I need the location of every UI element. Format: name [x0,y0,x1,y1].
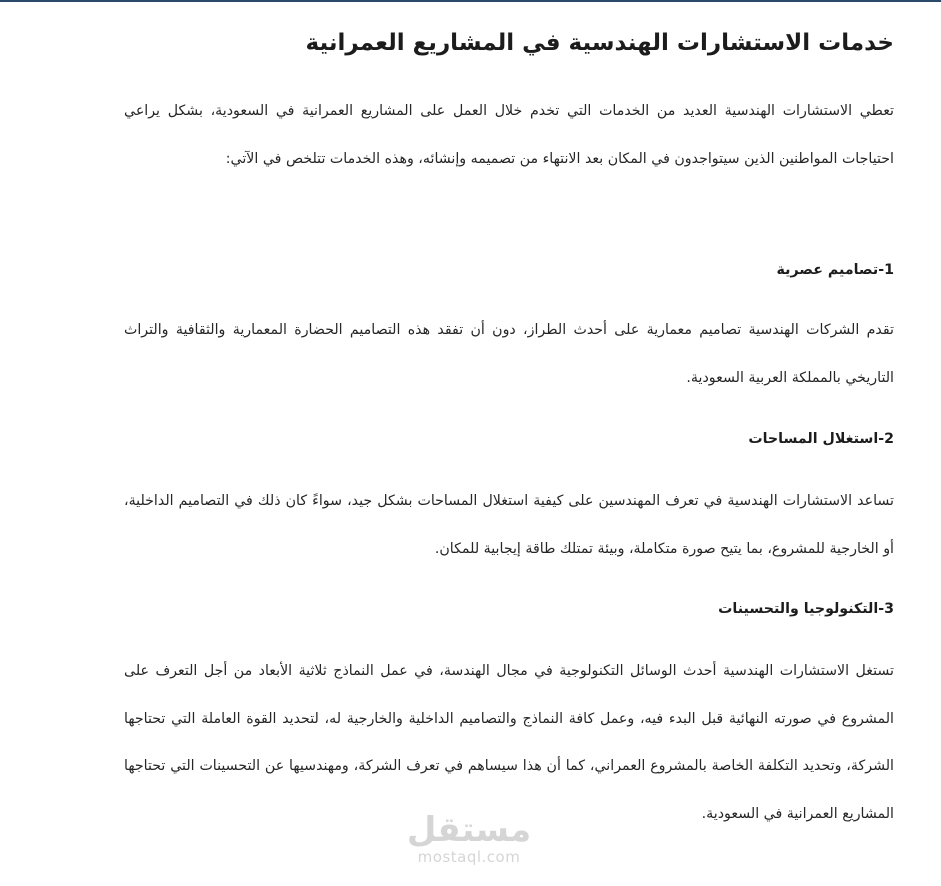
top-border-line [0,0,941,2]
section-heading-technology: 3-التكنولوجيا والتحسينات [718,601,894,617]
section-heading-space-utilization: 2-استغلال المساحات [748,431,894,447]
watermark-logo-text: مستقل [406,810,532,850]
mostaql-watermark [404,812,534,872]
section-heading-modern-designs: 1-تصاميم عصرية [776,262,894,278]
article-title: خدمات الاستشارات الهندسية في المشاريع العمرانية [305,30,894,56]
intro-paragraph: تعطي الاستشارات الهندسية العديد من الخدمات التي تخدم خلال العمل على المشاريع العمرانية في السعودية، بشكل يراعي احتياجات المواطنين الذين سيتواجدون في المكان بعد الانتهاء من تصميمه وإنشائه، وهذه الخدمات تتلخص في الآتي: [124,103,894,167]
section-body-modern-designs: تقدم الشركات الهندسية تصاميم معمارية على أحدث الطراز، دون أن تفقد هذه التصاميم الحضارة المعمارية والثقافية والتراث التاريخي بالمملكة العربية السعودية. [124,322,894,386]
watermark-url-text: mostaql.com [417,848,521,866]
section-body-technology: تستغل الاستشارات الهندسية أحدث الوسائل التكنولوجية في مجال الهندسة، في عمل النماذج ثلاثية الأبعاد من أجل التعرف على المشروع في صورته النهائية قبل البدء فيه، وعمل كافة النماذج والتصاميم الداخلية والخارجية له، لتحديد القوة العاملة التي تحتاجها الشركة، وتحديد التكلفة الخاصة بالمشروع العمراني، كما أن هذا سيساهم في تعرف الشركة، ومهندسيها عن التحسينات التي تحتاجها المشاريع العمرانية في السعودية. [124,663,894,822]
section-body-space-utilization: تساعد الاستشارات الهندسية في تعرف المهندسين على كيفية استغلال المساحات بشكل جيد، سواءً كان ذلك في التصاميم الداخلية، أو الخارجية للمشروع، بما يتيح صورة متكاملة، وبيئة تمتلك طاقة إيجابية للمكان. [124,493,894,557]
